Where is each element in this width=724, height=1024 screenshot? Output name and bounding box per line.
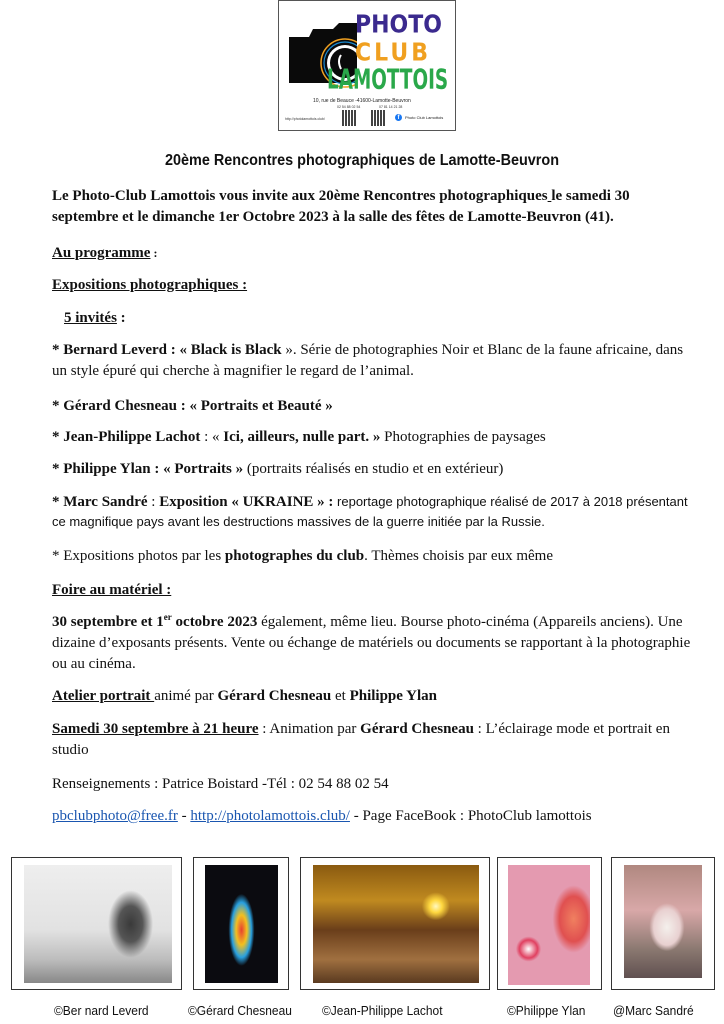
- intro-text-2: le samedi 30 septembre et le dimanche 1er Octobre 2023 à la salle des fêtes de Lamotte-Beuvron (41).: [52, 188, 630, 225]
- bullet: *: [52, 461, 64, 477]
- invites-heading: [64, 308, 704, 329]
- atelier-paragraph: [52, 686, 692, 707]
- photo-credit: @Marc Sandré: [613, 1003, 694, 1018]
- foire-paragraph: [52, 612, 692, 675]
- programme-label: Au programme: [52, 245, 151, 261]
- atelier-name: Philippe Ylan: [349, 688, 437, 704]
- club-expo-bold: photographes du club: [224, 548, 365, 564]
- bullet: *: [52, 494, 64, 510]
- photo-credit: ©Philippe Ylan: [507, 1003, 586, 1018]
- guest-name: Philippe Ylan : « Portraits »: [63, 461, 244, 477]
- qr-code-icon: [342, 110, 357, 126]
- bullet: *: [52, 429, 64, 445]
- expositions-heading: Expositions photographiques :: [52, 277, 248, 293]
- guest-item: [52, 427, 692, 448]
- guest-title: Exposition « UKRAINE » :: [159, 494, 334, 510]
- qr-code-icon: [371, 110, 386, 126]
- foire-heading: Foire au matériel :: [52, 582, 172, 598]
- foire-date-sup: er: [163, 612, 172, 622]
- club-expo-item: [52, 546, 692, 567]
- club-expo-after: . Thèmes choisis par eux même: [364, 548, 553, 564]
- photo-credit: ©Gérard Chesneau: [188, 1003, 292, 1018]
- logo-address: 10, rue de Beauce -41600-Lamotte-Beuvron: [313, 98, 411, 104]
- guest-description: reportage photographique réalisé de 2017 à 2018 présentant ce magnifique pays avant les destructions massives de la guerre initiée par la Russie.: [52, 494, 688, 529]
- logo-club-text: CLUB: [355, 38, 432, 68]
- email-link[interactable]: pbclubphoto@free.fr: [52, 808, 178, 824]
- foire-date-2: octobre 2023: [171, 614, 258, 630]
- samedi-text: : L’éclairage mode et portrait en studio: [52, 721, 670, 758]
- guest-name: Gérard Chesneau : « Portraits et Beauté »: [63, 398, 333, 414]
- intro-paragraph: [52, 186, 692, 228]
- photo-credit: ©Ber nard Leverd: [54, 1003, 149, 1018]
- photo-temple: [313, 865, 479, 983]
- photo-cradle: [624, 865, 702, 978]
- bullet: *: [52, 342, 64, 358]
- guest-item: [52, 492, 692, 532]
- invites-label: 5 invités: [64, 310, 117, 326]
- atelier-label: Atelier portrait: [52, 688, 155, 704]
- facebook-icon: f: [395, 114, 402, 121]
- logo-phone-1: 02 54 88 02 54: [337, 105, 361, 109]
- bullet: *: [52, 398, 64, 414]
- guest-name: Bernard Leverd : « Black is Black: [63, 342, 282, 358]
- photo-frame-lion: [11, 857, 182, 990]
- club-logo: [278, 0, 456, 131]
- separator: -: [177, 808, 191, 824]
- photo-frame-bodypaint: [193, 857, 289, 990]
- separator: :: [147, 494, 160, 510]
- guest-title: Ici, ailleurs, nulle part. »: [223, 429, 381, 445]
- website-link[interactable]: http://photolamottois.club/: [190, 808, 350, 824]
- photo-frame-temple: [300, 857, 490, 990]
- invites-suffix: :: [116, 310, 126, 326]
- photo-frame-cradle: [611, 857, 715, 990]
- foire-date: 30 septembre et 1: [52, 614, 164, 630]
- contact-links: [52, 806, 692, 827]
- logo-photo-text: PHOTO: [355, 10, 442, 40]
- guest-item: [52, 396, 692, 417]
- guest-description: ». Série de photographies Noir et Blanc de la faune africaine, dans un style épuré qui cherche à magnifier le regard de l’animal.: [52, 342, 684, 379]
- guest-description: (portraits réalisés en studio et en extérieur): [243, 461, 504, 477]
- photo-bodypaint: [205, 865, 278, 983]
- logo-website: http://photolamottois.club/: [285, 117, 325, 121]
- samedi-label: Samedi 30 septembre à 21 heure: [52, 721, 259, 737]
- atelier-name: Gérard Chesneau: [217, 688, 332, 704]
- page-title: 20ème Rencontres photographiques de Lamotte-Beuvron: [164, 152, 560, 169]
- guest-description: Photographies de paysages: [380, 429, 546, 445]
- samedi-paragraph: [52, 719, 692, 761]
- guest-item: [52, 459, 692, 480]
- photo-lion: [24, 865, 172, 983]
- samedi-text: : Animation par: [258, 721, 361, 737]
- logo-facebook-label: Photo Club Lamottois: [405, 115, 444, 120]
- logo-lamottois-text: LAMOTTOIS: [327, 64, 449, 96]
- photo-credit: ©Jean-Philippe Lachot: [322, 1003, 443, 1018]
- foire-text: également, même lieu. Bourse photo-cinéma (Appareils anciens). Une dizaine d’exposants présents. Vente ou échange de matériels ou documents se rapportant à la photographie ou au cinéma.: [52, 614, 691, 672]
- logo-phone-2: 07 81 14 21 28: [379, 105, 403, 109]
- photo-frame-candy: [497, 857, 602, 990]
- intro-text-1: Le Photo-Club Lamottois vous invite aux 20ème Rencontres photographiques: [52, 188, 548, 204]
- photo-candy: [508, 865, 590, 985]
- guest-name: Jean-Philippe Lachot: [63, 429, 201, 445]
- guest-name: Marc Sandré: [63, 494, 148, 510]
- guest-item: [52, 340, 692, 382]
- club-expo-prefix: * Expositions photos par les: [52, 548, 225, 564]
- programme-suffix: :: [150, 246, 158, 260]
- contact-info: Renseignements : Patrice Boistard -Tél : 02 54 88 02 54: [52, 776, 389, 792]
- samedi-name: Gérard Chesneau: [360, 721, 474, 737]
- atelier-text: animé par: [154, 688, 218, 704]
- programme-heading: [52, 243, 692, 264]
- atelier-text: et: [331, 688, 350, 704]
- separator: : «: [200, 429, 224, 445]
- facebook-info: - Page FaceBook : PhotoClub lamottois: [349, 808, 592, 824]
